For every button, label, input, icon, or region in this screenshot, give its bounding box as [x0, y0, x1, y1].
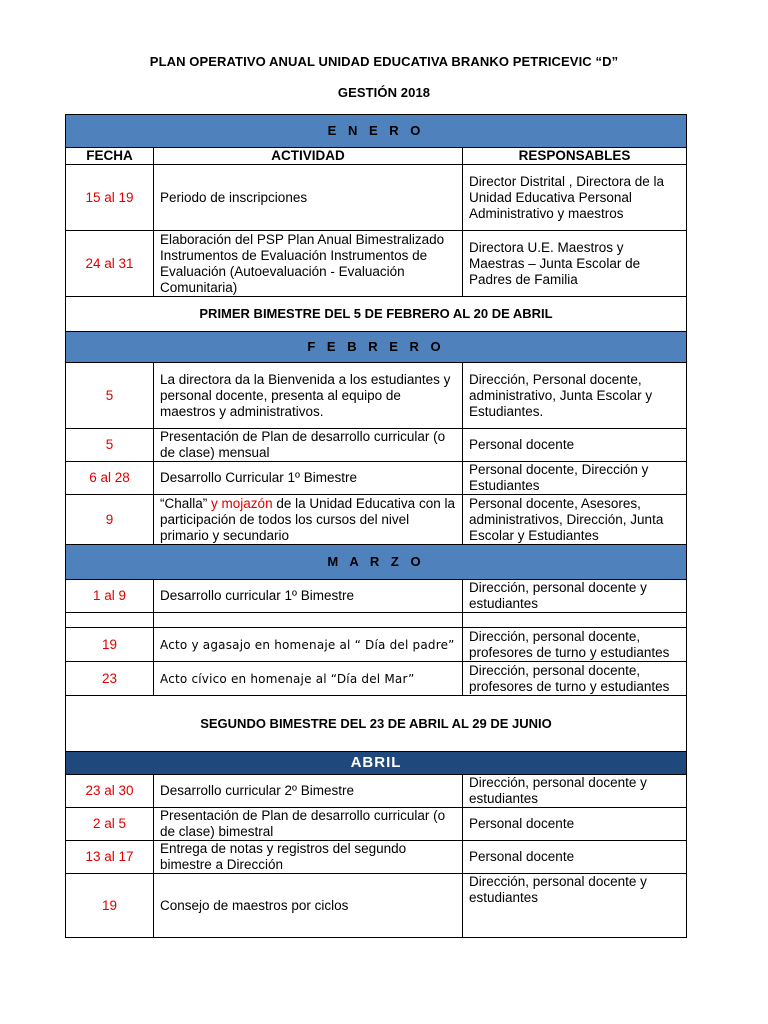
row-responsible: Dirección, personal docente y estudiantes: [463, 775, 687, 808]
row-responsible: Personal docente: [463, 429, 687, 462]
row-date: 13 al 17: [66, 841, 154, 874]
row-date: 1 al 9: [66, 580, 154, 613]
row-date: 19: [66, 628, 154, 662]
row-activity: La directora da la Bienvenida a los estudiantes y personal docente, presenta al equipo de maestros y administrativos.: [154, 363, 463, 429]
term-banner-row: [66, 297, 687, 332]
month-header-enero: [66, 115, 687, 148]
table-row: [66, 580, 687, 613]
document-subtitle: GESTIÓN 2018: [337, 85, 431, 100]
row-date: 9: [66, 495, 154, 545]
term-banner-row: [66, 696, 687, 752]
table-row: [66, 808, 687, 841]
row-responsible: Personal docente, Dirección y Estudiantes: [463, 462, 687, 495]
row-date: 23 al 30: [66, 775, 154, 808]
row-activity: Periodo de inscripciones: [154, 165, 463, 231]
activity-challa: “Challa”: [160, 495, 208, 511]
column-header-actividad: ACTIVIDAD: [154, 148, 463, 165]
row-responsible: Directora U.E. Maestros y Maestras – Junta Escolar de Padres de Familia: [463, 231, 687, 297]
row-activity: Desarrollo curricular 1º Bimestre: [154, 580, 463, 613]
column-header-responsables: RESPONSABLES: [463, 148, 687, 165]
month-label-enero: E N E R O: [66, 115, 687, 148]
row-date: 2 al 5: [66, 808, 154, 841]
row-date: 15 al 19: [66, 165, 154, 231]
table-row: [66, 165, 687, 231]
row-date: 5: [66, 363, 154, 429]
row-date: 5: [66, 429, 154, 462]
activity-y: y: [211, 495, 218, 511]
row-responsible: Personal docente: [463, 841, 687, 874]
row-responsible: Dirección, Personal docente, administrativo, Junta Escolar y Estudiantes.: [463, 363, 687, 429]
row-responsible: Dirección, personal docente, profesores de turno y estudiantes: [463, 628, 687, 662]
table-row: [66, 363, 687, 429]
table-row: [66, 462, 687, 495]
row-activity: Acto y agasajo en homenaje al “ Día del padre”: [154, 628, 463, 662]
table-row-empty: [66, 613, 687, 628]
table-row: [66, 662, 687, 696]
table-row: [66, 841, 687, 874]
document-title: PLAN OPERATIVO ANUAL UNIDAD EDUCATIVA BRANKO PETRICEVIC “D”: [149, 54, 619, 69]
row-responsible: Personal docente, Asesores, administrativos, Dirección, Junta Escolar y Estudiantes: [463, 495, 687, 545]
empty-cell: [66, 613, 154, 628]
month-header-abril: [66, 752, 687, 775]
row-activity: Entrega de notas y registros del segundo bimestre a Dirección: [154, 841, 463, 874]
row-responsible: Dirección, personal docente, profesores de turno y estudiantes: [463, 662, 687, 696]
empty-cell: [154, 613, 463, 628]
row-date: 6 al 28: [66, 462, 154, 495]
plan-table: [65, 114, 687, 938]
column-header-fecha: FECHA: [66, 148, 154, 165]
table-row: [66, 628, 687, 662]
row-date: 23: [66, 662, 154, 696]
activity-mojazon: mojazón: [221, 495, 273, 511]
table-row: [66, 874, 687, 938]
term-banner-primer-bimestre: PRIMER BIMESTRE DEL 5 DE FEBRERO AL 20 DE ABRIL: [66, 297, 687, 332]
row-activity: Elaboración del PSP Plan Anual Bimestralizado Instrumentos de Evaluación Instrumentos de Evaluación (Autoevaluación - Evaluación Comunitaria): [154, 231, 463, 297]
row-activity: Desarrollo Curricular 1º Bimestre: [154, 462, 463, 495]
month-header-febrero: [66, 332, 687, 363]
row-activity: [154, 495, 463, 545]
row-activity: Desarrollo curricular 2º Bimestre: [154, 775, 463, 808]
row-activity: Acto cívico en homenaje al “Día del Mar”: [154, 662, 463, 696]
row-responsible: Dirección, personal docente y estudiantes: [463, 580, 687, 613]
table-row: [66, 495, 687, 545]
table-row: [66, 429, 687, 462]
table-row: [66, 775, 687, 808]
row-activity: Presentación de Plan de desarrollo curricular (o de clase) bimestral: [154, 808, 463, 841]
row-activity: Consejo de maestros por ciclos: [154, 874, 463, 938]
row-responsible: Personal docente: [463, 808, 687, 841]
activity-rest: de la Unidad Educativa con la participación de todos los cursos del nivel primario y secundario: [160, 495, 455, 543]
row-date: 19: [66, 874, 154, 938]
column-header-row: [66, 148, 687, 165]
month-label-abril: ABRIL: [66, 752, 687, 775]
month-label-febrero: F E B R E R O: [66, 332, 687, 363]
month-header-marzo: [66, 545, 687, 580]
row-responsible: Dirección, personal docente y estudiantes: [463, 874, 687, 938]
month-label-marzo: M A R Z O: [66, 545, 687, 580]
row-date: 24 al 31: [66, 231, 154, 297]
row-responsible: Director Distrital , Directora de la Unidad Educativa Personal Administrativo y maestros: [463, 165, 687, 231]
row-activity: Presentación de Plan de desarrollo curricular (o de clase) mensual: [154, 429, 463, 462]
term-banner-segundo-bimestre: SEGUNDO BIMESTRE DEL 23 DE ABRIL AL 29 DE JUNIO: [66, 696, 687, 752]
empty-cell: [463, 613, 687, 628]
table-row: [66, 231, 687, 297]
